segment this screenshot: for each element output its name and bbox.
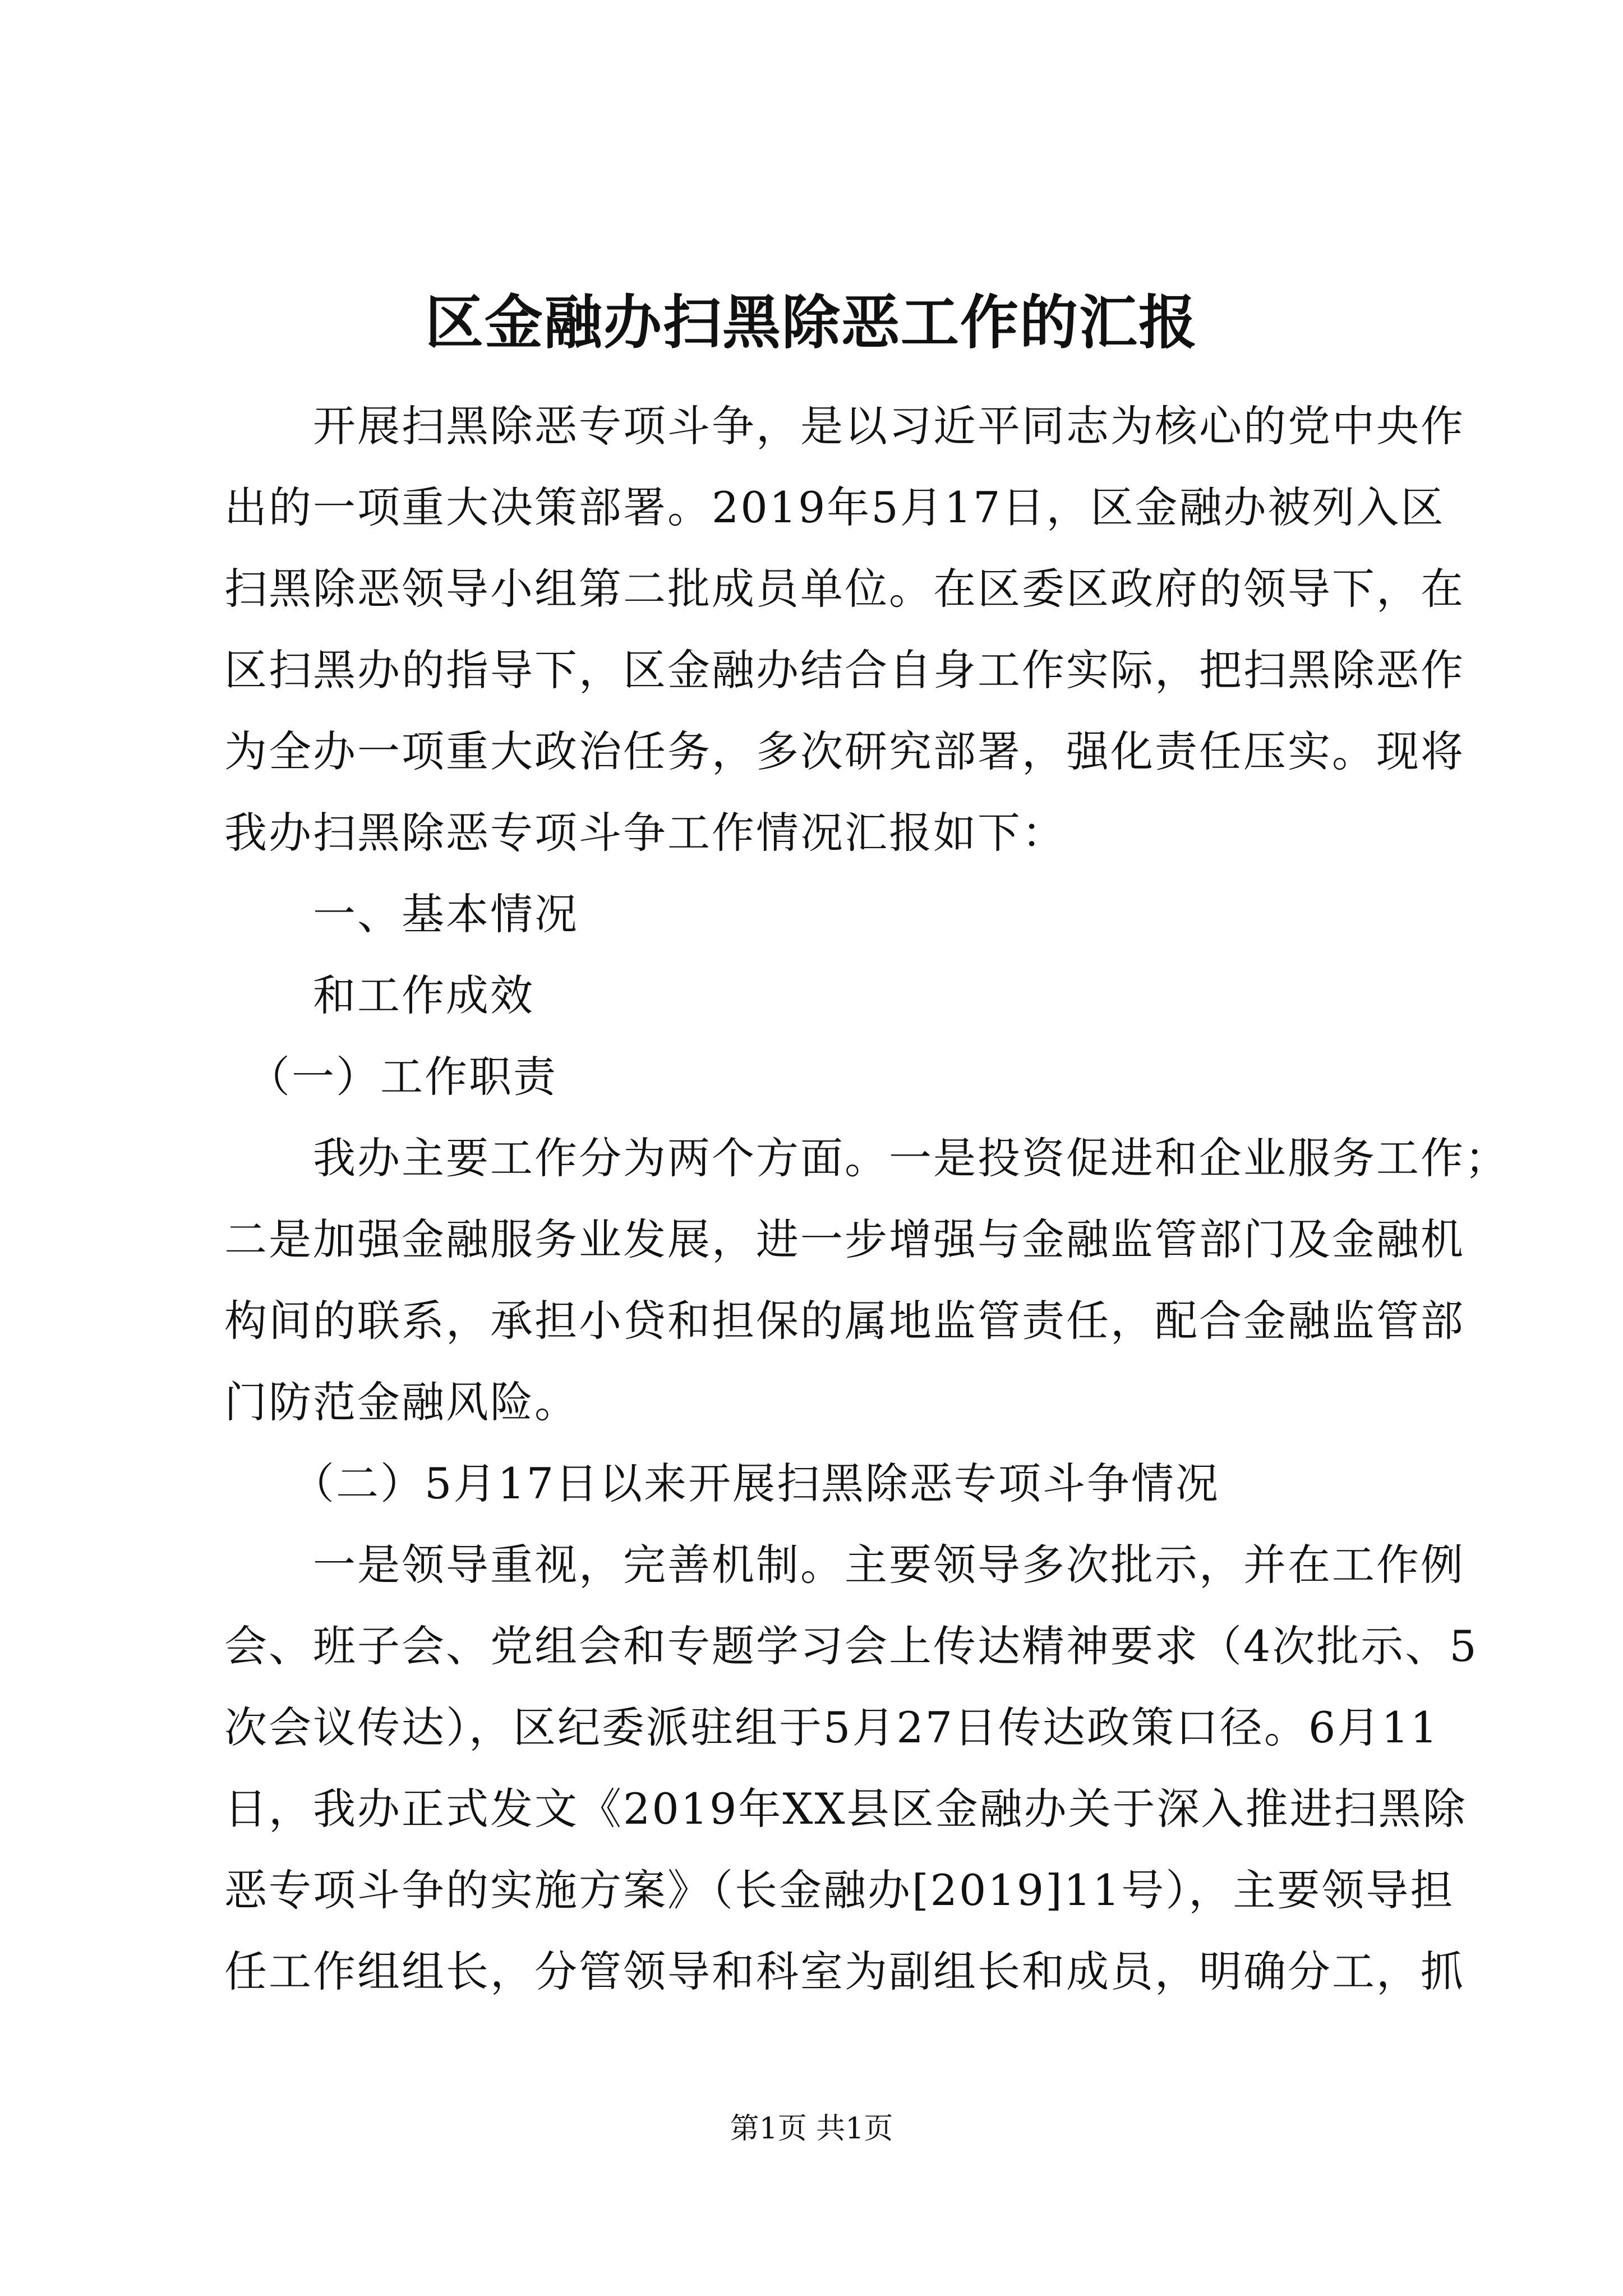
subsection-heading: （二）5月17日以来开展扫黑除恶专项斗争情况: [224, 1458, 1220, 1508]
body-line: 我办主要工作分为两个方面。一是投资促进和企业服务工作；: [224, 1133, 1509, 1183]
body-line: 日，我办正式发文《2019年XX县区金融办关于深入推进扫黑除: [224, 1784, 1467, 1834]
body-line: 门防范金融风险。: [224, 1377, 579, 1427]
body-line: 为全办一项重大政治任务，多次研究部署，强化责任压实。现将: [224, 726, 1465, 776]
body-line: 扫黑除恶领导小组第二批成员单位。在区委区政府的领导下，在: [224, 564, 1465, 614]
document-title: 区金融办扫黑除恶工作的汇报: [425, 288, 1198, 357]
body-line: 一是领导重视，完善机制。主要领导多次批示，并在工作例: [224, 1540, 1465, 1590]
section-heading: 和工作成效: [224, 970, 534, 1020]
page-footer: 第1页 共1页: [730, 2112, 893, 2146]
body-line: 构间的联系，承担小贷和担保的属地监管责任，配合金融监管部: [224, 1296, 1465, 1346]
body-line: 开展扫黑除恶专项斗争，是以习近平同志为核心的党中央作: [224, 401, 1465, 451]
body-line: 任工作组组长，分管领导和科室为副组长和成员，明确分工，抓: [224, 1947, 1465, 1996]
body-line: 会、班子会、党组会和专题学习会上传达精神要求（4次批示、5: [224, 1621, 1478, 1671]
subsection-heading: （一）工作职责: [224, 1052, 557, 1102]
body-line: 出的一项重大决策部署。2019年5月17日，区金融办被列入区: [224, 482, 1445, 532]
body-line: 我办扫黑除恶专项斗争工作情况汇报如下：: [224, 808, 1066, 858]
body-line: 次会议传达），区纪委派驻组于5月27日传达政策口径。6月11: [224, 1703, 1440, 1752]
section-heading: 一、基本情况: [224, 889, 579, 939]
body-line: 区扫黑办的指导下，区金融办结合自身工作实际，把扫黑除恶作: [224, 645, 1465, 695]
body-line: 恶专项斗争的实施方案》（长金融办[2019]11号），主要领导担: [224, 1865, 1455, 1915]
body-line: 二是加强金融服务业发展，进一步增强与金融监管部门及金融机: [224, 1214, 1465, 1264]
